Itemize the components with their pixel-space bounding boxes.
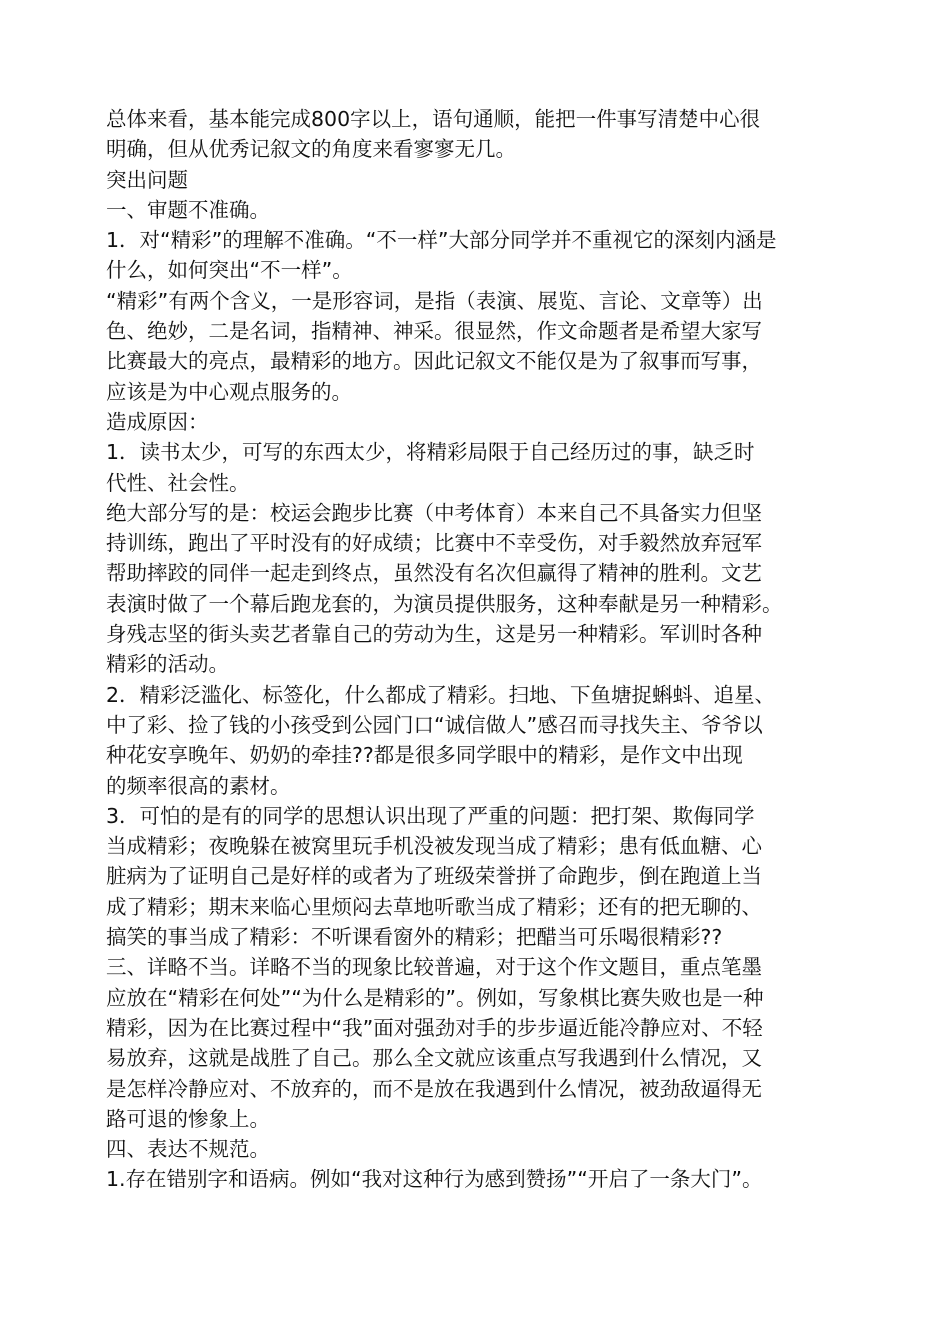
text-line: 明确，但从优秀记叙文的角度来看寥寥无几。 — [106, 137, 516, 162]
text-line: 1.存在错别字和语病。例如“我对这种行为感到赞扬”“开启了一条大门”。 — [106, 1167, 763, 1192]
text-line: 表演时做了一个幕后跑龙套的，为演员提供服务，这种奉献是另一种精彩。 — [106, 591, 783, 616]
text-line: 的频率很高的素材。 — [106, 773, 291, 798]
text-line: 应该是为中心观点服务的。 — [106, 379, 352, 404]
text-line: 精彩，因为在比赛过程中“我”面对强劲对手的步步逼近能冷静应对、不轻 — [106, 1015, 763, 1040]
text-line: 精彩的活动。 — [106, 652, 229, 677]
text-line: 3．可怕的是有的同学的思想认识出现了严重的问题：把打架、欺侮同学 — [106, 803, 755, 828]
text-line: 持训练，跑出了平时没有的好成绩；比赛中不幸受伤，对手毅然放弃冠军 — [106, 531, 762, 556]
text-line: 成了精彩；期末来临心里烦闷去草地听歌当成了精彩；还有的把无聊的、 — [106, 894, 762, 919]
text-line: 帮助摔跤的同伴一起走到终点，虽然没有名次但赢得了精神的胜利。文艺 — [106, 561, 762, 586]
text-line: 比赛最大的亮点，最精彩的地方。因此记叙文不能仅是为了叙事而写事， — [106, 349, 762, 374]
text-line: “精彩”有两个含义，一是形容词，是指（表演、展览、言论、文章等）出 — [106, 288, 763, 313]
text-line: 三、详略不当。详略不当的现象比较普遍，对于这个作文题目，重点笔墨 — [106, 955, 762, 980]
text-line: 代性、社会性。 — [106, 470, 250, 495]
text-line: 1．对“精彩”的理解不准确。“不一样”大部分同学并不重视它的深刻内涵是 — [106, 228, 777, 253]
text-line: 总体来看，基本能完成800字以上，语句通顺，能把一件事写清楚中心很 — [106, 107, 761, 131]
section-heading: 突出问题 — [106, 167, 188, 192]
text-line: 是怎样冷静应对、不放弃的，而不是放在我遇到什么情况，被劲敌逼得无 — [106, 1076, 762, 1101]
text-line: 搞笑的事当成了精彩：不听课看窗外的精彩；把醋当可乐喝很精彩?? — [106, 925, 723, 950]
document-body — [106, 104, 876, 1195]
text-line: 色、绝妙，二是名词，指精神、神采。很显然，作文命题者是希望大家写 — [106, 319, 762, 344]
section-heading: 四、表达不规范。 — [106, 1137, 270, 1162]
text-line: 什么，如何突出“不一样”。 — [106, 258, 353, 283]
text-line: 身残志坚的街头卖艺者靠自己的劳动为生，这是另一种精彩。军训时各种 — [106, 622, 762, 647]
text-line: 1．读书太少，可写的东西太少，将精彩局限于自己经历过的事，缺乏时 — [106, 440, 755, 465]
text-line: 脏病为了证明自己是好样的或者为了班级荣誉拼了命跑步，倒在跑道上当 — [106, 864, 762, 889]
text-line: 绝大部分写的是：校运会跑步比赛（中考体育）本来自己不具备实力但坚 — [106, 500, 762, 525]
section-heading: 造成原因： — [106, 409, 209, 434]
text-line: 当成精彩；夜晚躲在被窝里玩手机没被发现当成了精彩；患有低血糖、心 — [106, 834, 762, 859]
text-line: 易放弃，这就是战胜了自己。那么全文就应该重点写我遇到什么情况，又 — [106, 1046, 762, 1071]
text-line: 种花安享晚年、奶奶的牵挂??都是很多同学眼中的精彩，是作文中出现 — [106, 743, 743, 768]
text-line: 中了彩、捡了钱的小孩受到公园门口“诚信做人”感召而寻找失主、爷爷以 — [106, 712, 763, 737]
text-line: 2．精彩泛滥化、标签化，什么都成了精彩。扫地、下鱼塘捉蝌蚪、追星、 — [106, 682, 776, 707]
section-heading: 一、审题不准确。 — [106, 197, 270, 222]
text-line: 应放在“精彩在何处”“为什么是精彩的”。例如，写象棋比赛失败也是一种 — [106, 985, 764, 1010]
text-line: 路可退的惨象上。 — [106, 1106, 270, 1131]
